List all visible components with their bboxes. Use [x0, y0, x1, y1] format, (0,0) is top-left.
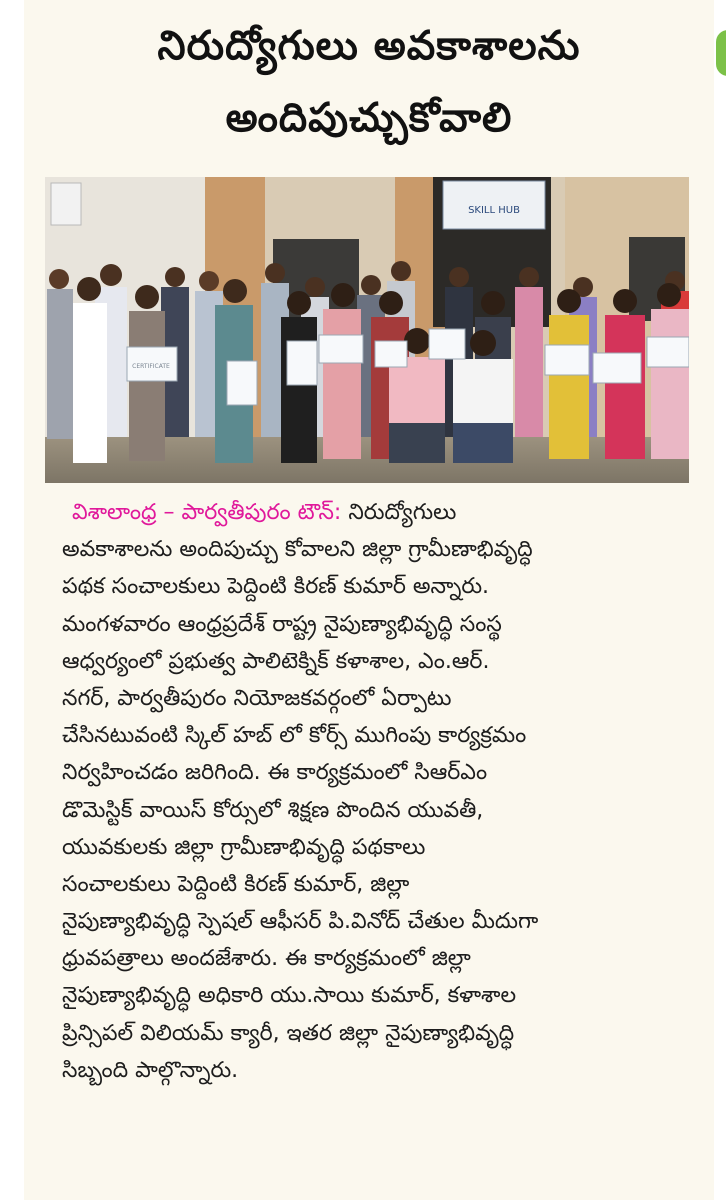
headline-line-2: అందిపుచ్చుకోవాలి — [225, 95, 513, 141]
dateline: విశాలాంధ్ర – పార్వతీపురం టౌన్: — [72, 500, 342, 525]
article-line: సంచాలకులు పెద్దింటి కిరణ్ కుమార్, జిల్లా — [62, 871, 410, 897]
banner-text: SKILL HUB — [468, 205, 520, 216]
article-line: మంగళవారం ఆంధ్రప్రదేశ్ రాష్ట్ర నైపుణ్యాభివృద్ధి సంస్థ — [62, 611, 502, 637]
article-line: నగర్, పార్వతీపురం నియోజకవర్గంలో ఏర్పాటు — [62, 685, 452, 711]
group-photo-illustration — [45, 177, 689, 483]
article-line: ధ్రువపత్రాలు అందజేశారు. ఈ కార్యక్రమంలో జిల్లా — [62, 946, 471, 972]
article-line: ప్రిన్సిపల్ విలియమ్ క్యారీ, ఇతర జిల్లా నైపుణ్యాభివృద్ధి — [62, 1020, 515, 1046]
article-body — [62, 494, 702, 1089]
article-line: నిర్వహించడం జరిగింది. ఈ కార్యక్రమంలో సిఆర్ఎం — [62, 760, 488, 786]
article-line: డొమెస్టిక్ వాయిస్ కోర్సులో శిక్షణ పొందిన యువతీ, — [62, 797, 484, 823]
certificate-label: CERTIFICATE — [132, 363, 170, 370]
article-line: పథక సంచాలకులు పెద్దింటి కిరణ్ కుమార్ అన్నారు. — [62, 574, 490, 600]
headline-line-1: నిరుద్యోగులు అవకాశాలను — [157, 23, 581, 69]
article-line: యువకులకు జిల్లా గ్రామీణాభివృద్ధి పథకాలు — [62, 834, 426, 860]
article-line: అవకాశాలను అందిపుచ్చు కోవాలని జిల్లా గ్రామీణాభివృద్ధి — [62, 537, 533, 563]
article-line: నైపుణ్యాభివృద్ధి స్పెషల్ ఆఫీసర్ పి.వినోద్ చేతుల మీదుగా — [62, 909, 539, 935]
side-tab-indicator — [716, 30, 726, 76]
article-line-text: నిరుద్యోగులు — [348, 500, 457, 525]
article-line — [62, 494, 702, 531]
article-line: చేసినటువంటి స్కిల్ హబ్ లో కోర్స్ ముగింపు కార్యక్రమం — [62, 723, 527, 749]
article-line: నైపుణ్యాభివృద్ధి అధికారి యు.సాయి కుమార్, కళాశాల — [62, 983, 517, 1009]
article-line: సిబ్బంది పాల్గొన్నారు. — [62, 1057, 239, 1083]
article-line: ఆధ్వర్యంలో ప్రభుత్వ పాలిటెక్నిక్ కళాశాల, ఎం.ఆర్. — [62, 648, 490, 674]
group-photo — [45, 177, 689, 483]
